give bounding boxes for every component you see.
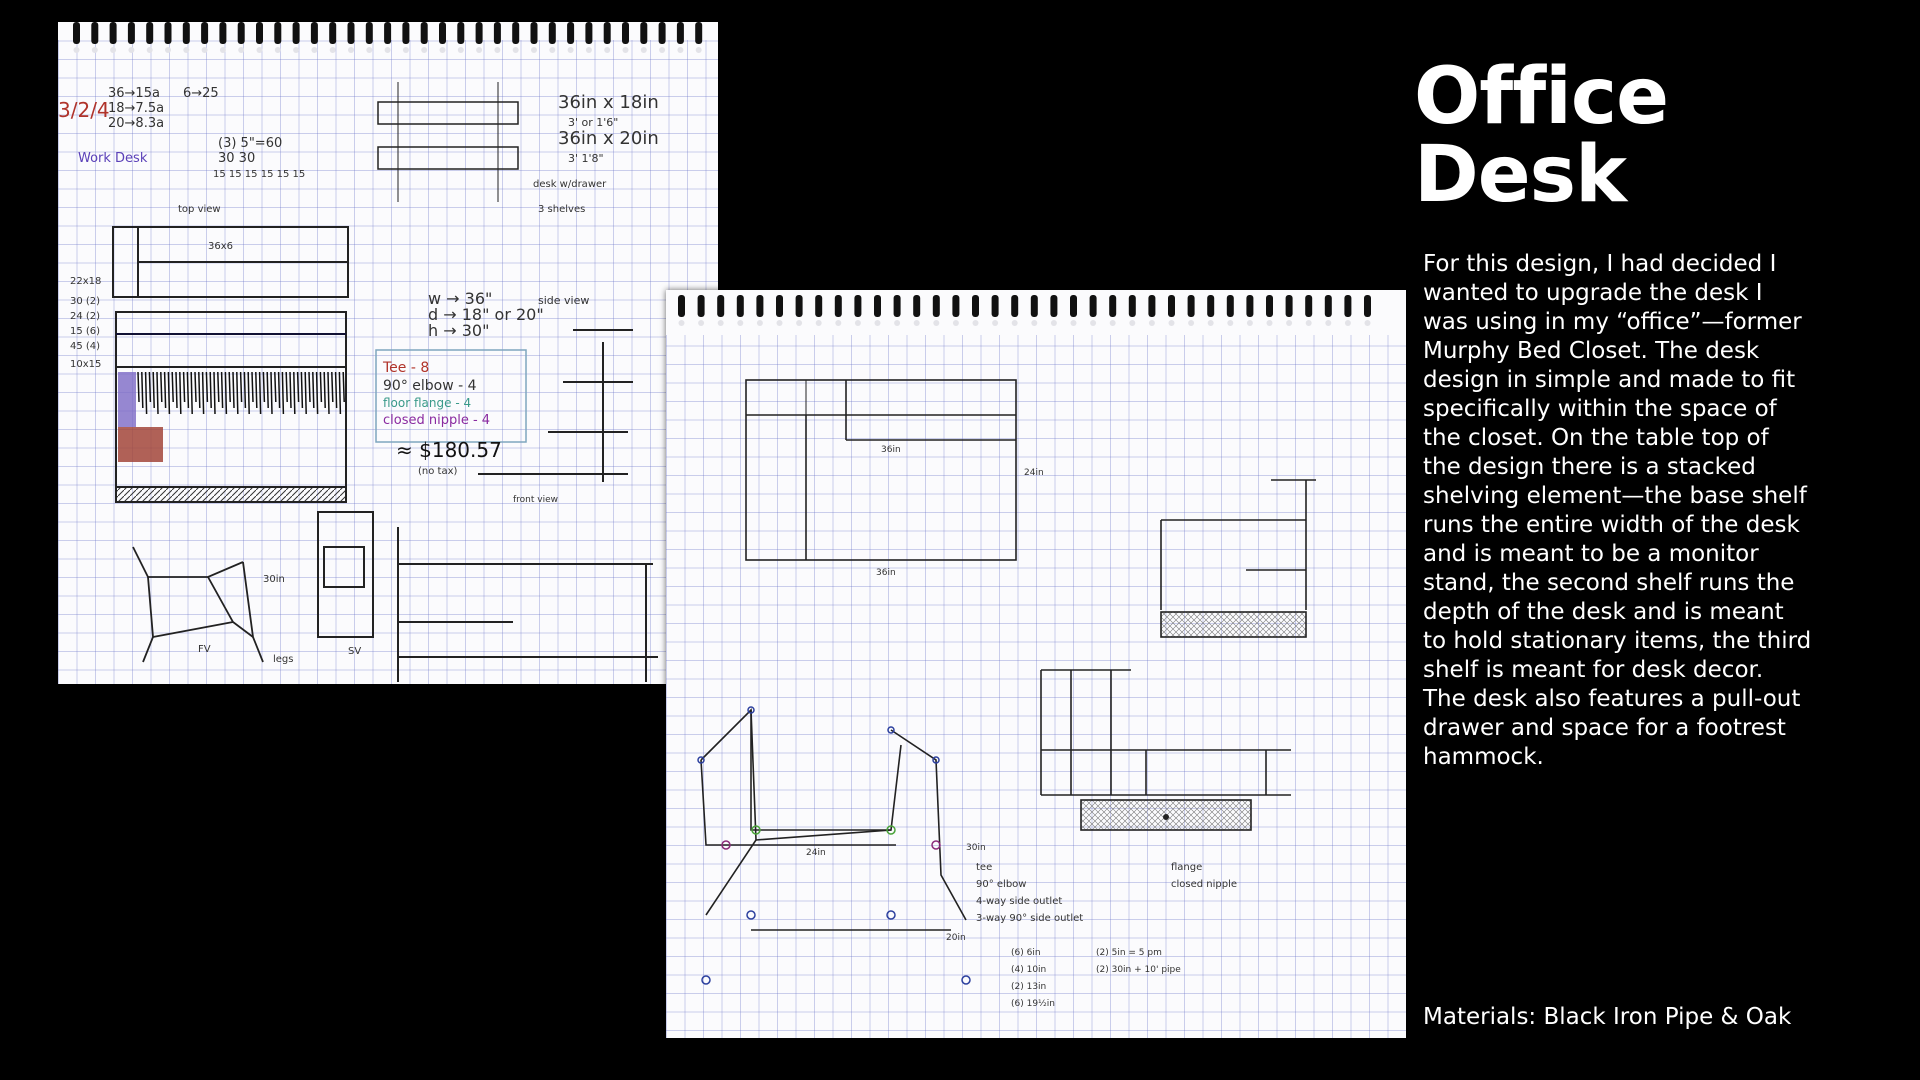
spiral-hole xyxy=(1325,320,1331,326)
note-tee: Tee - 8 xyxy=(383,360,430,376)
spiral-ring xyxy=(238,22,245,44)
spiral-hole xyxy=(275,47,281,53)
note-width: w → 36" xyxy=(428,289,493,308)
spiral-hole xyxy=(1345,320,1351,326)
spiral-ring xyxy=(366,22,373,44)
spiral-ring xyxy=(1364,295,1371,317)
spiral-hole xyxy=(953,320,959,326)
spiral-ring xyxy=(604,22,611,44)
spiral-ring xyxy=(567,22,574,44)
spiral-hole xyxy=(458,47,464,53)
drawer-scribble xyxy=(210,372,211,408)
spiral-ring xyxy=(1266,295,1273,317)
note-1: 36→15a xyxy=(108,86,160,101)
drawer-scribble xyxy=(146,372,147,414)
slide-title: Office Desk xyxy=(1414,52,1669,220)
spiral-ring xyxy=(146,22,153,44)
drawer-scribble xyxy=(313,372,314,408)
spiral-hole xyxy=(933,320,939,326)
note-top-view: top view xyxy=(178,204,221,215)
drawer-scribble xyxy=(320,372,321,402)
note-side-view: side view xyxy=(538,294,590,307)
note-4: 20→8.3a xyxy=(108,116,165,131)
spiral-ring xyxy=(165,22,172,44)
spiral-ring xyxy=(1050,295,1057,317)
sketch-notebook-left xyxy=(58,22,718,684)
drawer-scribble xyxy=(222,372,223,408)
note-6: 30 30 xyxy=(218,151,256,166)
spiral-hole xyxy=(568,47,574,53)
note-cost: ≈ $180.57 xyxy=(396,438,502,462)
note-dim-4: 3' 1'8" xyxy=(568,152,604,165)
spiral-hole xyxy=(659,47,665,53)
cut-list-6: (6) 19½in xyxy=(1011,999,1055,1009)
cut-list-4: (2) 30in + 10' pipe xyxy=(1096,965,1181,975)
drawer-scribble xyxy=(309,372,310,402)
drawer-scribble xyxy=(263,372,264,402)
spiral-hole xyxy=(777,320,783,326)
note-flange: floor flange - 4 xyxy=(383,396,472,410)
spiral-hole xyxy=(796,320,802,326)
spiral-hole xyxy=(1208,320,1214,326)
spiral-hole xyxy=(421,47,427,53)
spiral-ring xyxy=(1325,295,1332,317)
legend-flange: flange xyxy=(1171,862,1203,873)
drawer-scribble xyxy=(149,372,150,402)
spiral-ring xyxy=(1011,295,1018,317)
spiral-ring xyxy=(815,295,822,317)
spiral-hole xyxy=(513,47,519,53)
spiral-ring xyxy=(640,22,647,44)
note-legs: legs xyxy=(273,654,294,665)
note-height: h → 30" xyxy=(428,321,490,340)
spiral-ring xyxy=(183,22,190,44)
spiral-hole xyxy=(641,47,647,53)
drawer-scribble xyxy=(317,372,318,414)
drawer-scribble xyxy=(168,372,169,414)
note-30in: 30in xyxy=(263,574,285,585)
drawer-scribble xyxy=(206,372,207,402)
spiral-ring xyxy=(933,295,940,317)
spiral-ring xyxy=(402,22,409,44)
spiral-ring xyxy=(992,295,999,317)
drawer-scribble xyxy=(339,372,340,414)
spiral-hole xyxy=(604,47,610,53)
note-5: (3) 5"=60 xyxy=(218,136,283,151)
spiral-hole xyxy=(737,320,743,326)
spiral-ring xyxy=(1286,295,1293,317)
spiral-ring xyxy=(329,22,336,44)
drawer-scribble xyxy=(218,372,219,402)
note-36x6: 36x6 xyxy=(208,241,234,252)
spiral-ring xyxy=(1148,295,1155,317)
drawer-scribble xyxy=(328,372,329,414)
spiral-hole xyxy=(1110,320,1116,326)
drawer-scribble xyxy=(187,372,188,408)
note-side-1: 22x18 xyxy=(70,276,102,287)
note-desk-drawer: desk w/drawer xyxy=(533,179,607,190)
spiral-hole xyxy=(147,47,153,53)
drawer-scribble xyxy=(290,372,291,408)
drawer-scribble xyxy=(161,372,162,402)
drawer-scribble xyxy=(138,372,139,402)
spiral-hole xyxy=(992,320,998,326)
dim-20in: 20in xyxy=(946,933,966,943)
note-no-tax: (no tax) xyxy=(418,466,458,477)
spiral-ring xyxy=(1070,295,1077,317)
spiral-hole xyxy=(440,47,446,53)
spiral-ring xyxy=(952,295,959,317)
cut-list-5: (2) 13in xyxy=(1011,982,1047,992)
spiral-hole xyxy=(311,47,317,53)
note-dim-1: 36in x 18in xyxy=(558,92,659,113)
drawer-scribble xyxy=(298,372,299,402)
drawer-scribble xyxy=(195,372,196,402)
drawer-scribble xyxy=(244,372,245,408)
spiral-hole xyxy=(348,47,354,53)
spiral-hole xyxy=(1149,320,1155,326)
spiral-ring xyxy=(91,22,98,44)
drawer-scribble xyxy=(301,372,302,408)
spiral-ring xyxy=(874,295,881,317)
spiral-hole xyxy=(1306,320,1312,326)
spiral-ring xyxy=(1227,295,1234,317)
spiral-hole xyxy=(875,320,881,326)
dim-36in-bottom: 36in xyxy=(876,568,896,578)
drawer-scribble xyxy=(286,372,287,402)
drawer-scribble xyxy=(233,372,234,408)
spiral-ring xyxy=(384,22,391,44)
dim-30in: 30in xyxy=(966,843,986,853)
spiral-hole xyxy=(586,47,592,53)
note-shelves: 3 shelves xyxy=(538,204,586,215)
note-3: 18→7.5a xyxy=(108,101,165,116)
spiral-hole xyxy=(92,47,98,53)
drawer-scribble xyxy=(343,372,344,402)
drawer-scribble xyxy=(157,372,158,414)
spiral-ring xyxy=(1188,295,1195,317)
spiral-ring xyxy=(622,22,629,44)
drawer-scribble xyxy=(275,372,276,402)
spiral-hole xyxy=(1169,320,1175,326)
spiral-ring xyxy=(1246,295,1253,317)
spiral-hole xyxy=(1031,320,1037,326)
legend-4way: 4-way side outlet xyxy=(976,896,1063,907)
spiral-hole xyxy=(257,47,263,53)
drawer-scribble xyxy=(214,372,215,414)
spiral-hole xyxy=(894,320,900,326)
note-depth: d → 18" or 20" xyxy=(428,305,544,324)
spiral-ring xyxy=(585,22,592,44)
spiral-ring xyxy=(1344,295,1351,317)
drawer-scribble xyxy=(332,372,333,402)
spiral-hole xyxy=(238,47,244,53)
spiral-ring xyxy=(894,295,901,317)
spiral-hole xyxy=(835,320,841,326)
spiral-ring xyxy=(421,22,428,44)
drawer-scribble xyxy=(271,372,272,414)
note-side-4: 15 (6) xyxy=(70,326,101,337)
spiral-hole xyxy=(914,320,920,326)
drawer-scribble xyxy=(203,372,204,414)
spiral-ring xyxy=(293,22,300,44)
dim-36in-top: 36in xyxy=(881,445,901,455)
note-nipple: closed nipple - 4 xyxy=(383,413,491,428)
note-dim-3: 36in x 20in xyxy=(558,128,659,149)
sketch-notebook-right xyxy=(666,290,1406,1038)
spiral-ring xyxy=(1305,295,1312,317)
spiral-ring xyxy=(1168,295,1175,317)
drawer-scribble xyxy=(282,372,283,414)
drawer-scribble xyxy=(165,372,166,408)
spiral-ring xyxy=(476,22,483,44)
spiral-ring xyxy=(201,22,208,44)
drawer-scribble xyxy=(176,372,177,408)
plan-outline xyxy=(746,380,1016,560)
cut-list-1: (6) 6in xyxy=(1011,948,1041,958)
spiral-hole xyxy=(698,320,704,326)
spiral-hole xyxy=(293,47,299,53)
spiral-ring xyxy=(110,22,117,44)
note-side-2: 30 (2) xyxy=(70,296,101,307)
note-dim-2: 3' or 1'6" xyxy=(568,116,619,129)
spiral-ring xyxy=(531,22,538,44)
spiral-hole xyxy=(110,47,116,53)
spiral-ring xyxy=(549,22,556,44)
drawer-scribble xyxy=(180,372,181,414)
drawer-scribble xyxy=(267,372,268,408)
legend-3way: 3-way 90° side outlet xyxy=(976,913,1084,924)
spiral-hole xyxy=(1071,320,1077,326)
legend-tee: tee xyxy=(976,862,993,873)
spiral-hole xyxy=(1188,320,1194,326)
legend-elbow: 90° elbow xyxy=(976,879,1027,890)
note-date: 3/2/4 xyxy=(58,98,110,122)
legend-nipple: closed nipple xyxy=(1171,879,1238,890)
drawer-scribble xyxy=(191,372,192,414)
spiral-hole xyxy=(385,47,391,53)
spiral-ring xyxy=(1031,295,1038,317)
cut-list-2: (2) 5in = 5 pm xyxy=(1096,948,1162,958)
spiral-ring xyxy=(678,295,685,317)
spiral-hole xyxy=(549,47,555,53)
spiral-ring xyxy=(835,295,842,317)
note-2: 6→25 xyxy=(183,86,219,101)
spiral-hole xyxy=(494,47,500,53)
spiral-hole xyxy=(816,320,822,326)
spiral-hole xyxy=(165,47,171,53)
spiral-hole xyxy=(696,47,702,53)
spiral-hole xyxy=(476,47,482,53)
note-sv: SV xyxy=(348,646,362,657)
spiral-ring xyxy=(854,295,861,317)
drawer-scribble xyxy=(279,372,280,408)
spiral-hole xyxy=(1267,320,1273,326)
spiral-hole xyxy=(677,47,683,53)
front-view-outline xyxy=(116,312,346,502)
spiral-ring xyxy=(659,22,666,44)
spiral-hole xyxy=(855,320,861,326)
spiral-ring xyxy=(128,22,135,44)
drawer-scribble xyxy=(252,372,253,402)
spiral-ring xyxy=(737,295,744,317)
note-side-6: 10x15 xyxy=(70,359,102,370)
spiral-hole xyxy=(128,47,134,53)
spiral-hole xyxy=(757,320,763,326)
spiral-hole xyxy=(1051,320,1057,326)
spiral-hole xyxy=(679,320,685,326)
spiral-ring xyxy=(776,295,783,317)
drawer-scribble xyxy=(305,372,306,414)
note-work-desk: Work Desk xyxy=(78,151,148,166)
drawer-scribble xyxy=(336,372,337,408)
spiral-hole xyxy=(973,320,979,326)
dim-24in: 24in xyxy=(1024,468,1044,478)
drawer-scribble xyxy=(184,372,185,402)
spiral-ring xyxy=(494,22,501,44)
spiral-hole xyxy=(1012,320,1018,326)
spiral-hole xyxy=(403,47,409,53)
drawer-scribble xyxy=(260,372,261,414)
spiral-ring xyxy=(1090,295,1097,317)
spiral-ring xyxy=(913,295,920,317)
spiral-ring xyxy=(1207,295,1214,317)
drawer-scribble xyxy=(248,372,249,414)
note-fv: FV xyxy=(198,644,211,655)
spiral-ring xyxy=(219,22,226,44)
note-elbow: 90° elbow - 4 xyxy=(383,378,477,394)
drawer-scribble xyxy=(241,372,242,402)
spiral-ring xyxy=(256,22,263,44)
note-7: 15 15 15 15 15 15 xyxy=(213,169,306,180)
spiral-ring xyxy=(457,22,464,44)
drawer-scribble xyxy=(172,372,173,402)
spiral-ring xyxy=(972,295,979,317)
spiral-hole xyxy=(183,47,189,53)
spiral-ring xyxy=(677,22,684,44)
spiral-ring xyxy=(439,22,446,44)
sketch-drawing-right xyxy=(666,290,1406,1038)
drawer-scribble xyxy=(237,372,238,414)
note-front-view: front view xyxy=(513,495,558,505)
note-side-3: 24 (2) xyxy=(70,311,101,322)
spiral-hole xyxy=(1247,320,1253,326)
drawer-scribble xyxy=(324,372,325,408)
design-description: For this design, I had decided I wanted to upgrade the desk I was using in my “office”—former Murphy Bed Closet. The desk design in simple and made to fit specifically within the space of the closet. On the table top of the design there is a stacked shelving element—the base shelf runs the entire width of the desk and is meant to be a monitor stand, the second shelf runs the depth of the desk and is meant to hold stationary items, the third shelf is meant for desk decor. The desk also features a pull-out drawer and space for a footrest hammock. xyxy=(1423,251,1812,770)
spiral-hole xyxy=(1227,320,1233,326)
spiral-ring xyxy=(274,22,281,44)
spiral-ring xyxy=(717,295,724,317)
spiral-ring xyxy=(512,22,519,44)
spiral-hole xyxy=(623,47,629,53)
note-side-5: 45 (4) xyxy=(70,341,101,352)
spiral-hole xyxy=(1365,320,1371,326)
spiral-hole xyxy=(1129,320,1135,326)
spiral-ring xyxy=(1109,295,1116,317)
drawer-scribble xyxy=(199,372,200,408)
drawer-scribble xyxy=(153,372,154,408)
spiral-ring xyxy=(348,22,355,44)
spiral-ring xyxy=(695,22,702,44)
spiral-hole xyxy=(1286,320,1292,326)
drawer-scribble xyxy=(256,372,257,408)
drawer-scribble xyxy=(142,372,143,408)
cut-list-3: (4) 10in xyxy=(1011,965,1047,975)
spiral-hole xyxy=(366,47,372,53)
spiral-hole xyxy=(74,47,80,53)
spiral-ring xyxy=(73,22,80,44)
spiral-hole xyxy=(718,320,724,326)
spiral-ring xyxy=(796,295,803,317)
spiral-hole xyxy=(330,47,336,53)
drawer-scribble xyxy=(294,372,295,414)
spiral-ring xyxy=(756,295,763,317)
spiral-ring xyxy=(698,295,705,317)
dim-24in-frame: 24in xyxy=(806,848,826,858)
materials-note: Materials: Black Iron Pipe & Oak xyxy=(1423,1004,1792,1030)
sketch-drawing-left xyxy=(58,22,718,684)
spiral-hole xyxy=(202,47,208,53)
spiral-ring xyxy=(1129,295,1136,317)
drawer-scribble xyxy=(225,372,226,414)
spiral-ring xyxy=(311,22,318,44)
spiral-hole xyxy=(531,47,537,53)
drawer-scribble xyxy=(229,372,230,402)
spiral-hole xyxy=(220,47,226,53)
spiral-hole xyxy=(1090,320,1096,326)
